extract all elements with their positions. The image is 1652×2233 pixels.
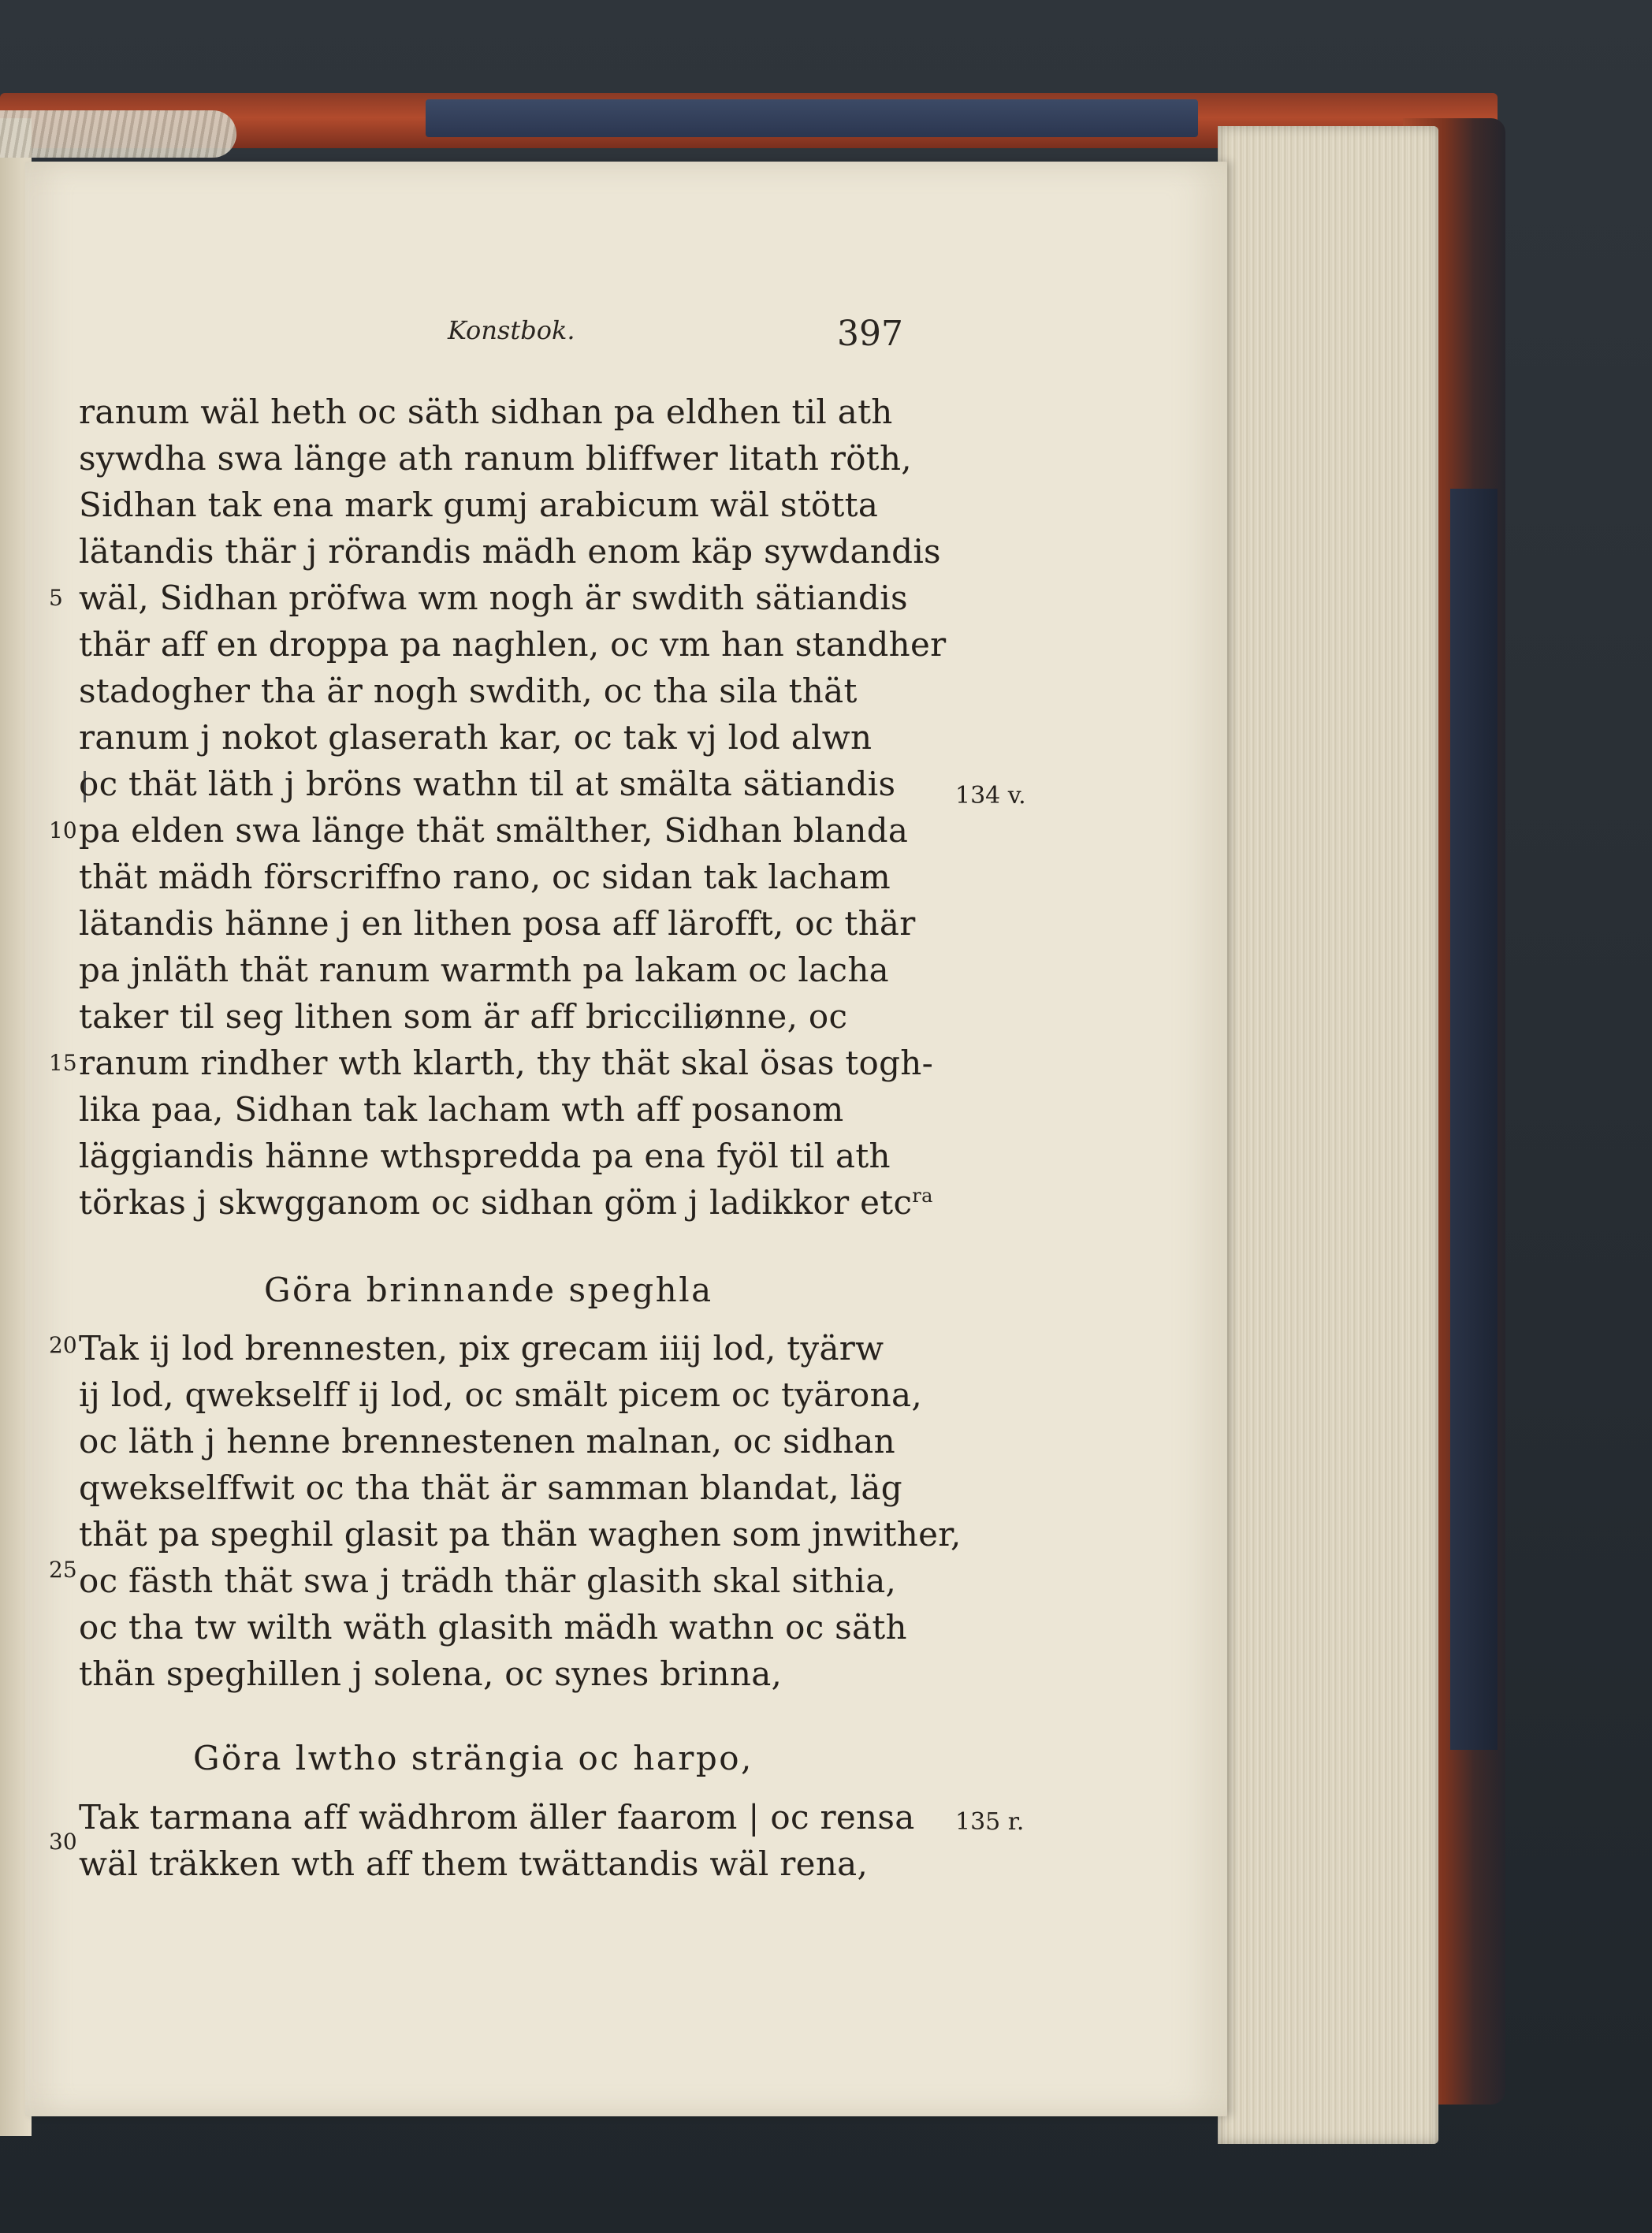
text-line: taker til seg lithen som är aff bricciliønne, oc bbox=[79, 997, 848, 1036]
line-number: 30 bbox=[49, 1829, 77, 1855]
line-number: 25 bbox=[49, 1557, 77, 1583]
folio-reference: 135 r. bbox=[955, 1808, 1025, 1836]
text-line: läggiandis hänne wthspredda pa ena fyöl til ath bbox=[79, 1137, 891, 1175]
text-line: oc läth j henne brennestenen malnan, oc sidhan bbox=[79, 1422, 895, 1461]
text-line: wäl, Sidhan pröfwa wm nogh är swdith sätiandis bbox=[79, 579, 908, 617]
section-heading: Göra brinnande speghla bbox=[264, 1271, 713, 1309]
page-edges bbox=[1218, 126, 1438, 2144]
section-heading: Göra lwtho strängia oc harpo, bbox=[193, 1739, 753, 1777]
text-line: thär aff en droppa pa naghlen, oc vm han standher bbox=[79, 625, 947, 664]
text-line: ranum j nokot glaserath kar, oc tak vj lod alwn bbox=[79, 718, 873, 757]
line-number: 20 bbox=[49, 1332, 77, 1358]
text-line: oc thät läth j bröns wathn til at smälta sätiandis bbox=[79, 765, 896, 803]
text-line: lätandis thär j rörandis mädh enom käp sywdandis bbox=[79, 532, 941, 571]
text-line bbox=[79, 1183, 946, 1222]
text-line-content: törkas j skwgganom oc sidhan göm j ladikkor etc bbox=[79, 1183, 913, 1222]
text-line: Sidhan tak ena mark gumj arabicum wäl stötta bbox=[79, 486, 879, 524]
text-line: pa jnläth thät ranum warmth pa lakam oc lacha bbox=[79, 951, 890, 989]
text-line: qwekselffwit oc tha thät är samman blandat, läg bbox=[79, 1468, 902, 1507]
text-line: thät mädh förscriffno rano, oc sidan tak lacham bbox=[79, 858, 891, 896]
text-line: pa elden swa länge thät smälther, Sidhan blanda bbox=[79, 811, 909, 850]
text-line: ij lod, qwekselff ij lod, oc smält picem oc tyärona, bbox=[79, 1375, 922, 1414]
superscript: ra bbox=[912, 1185, 933, 1207]
book-cover-band bbox=[426, 99, 1198, 137]
text-line: ranum rindher wth klarth, thy thät skal ösas togh- bbox=[79, 1044, 934, 1082]
text-line: sywdha swa länge ath ranum bliffwer litath röth, bbox=[79, 439, 912, 478]
line-number: 15 bbox=[49, 1050, 77, 1076]
page-number: 397 bbox=[837, 314, 903, 354]
text-line: Tak ij lod brennesten, pix grecam iiij lod, tyärw bbox=[79, 1329, 884, 1368]
text-line: lätandis hänne j en lithen posa aff lärofft, oc thär bbox=[79, 904, 916, 943]
folio-reference: 134 v. bbox=[955, 782, 1026, 809]
text-line: stadogher tha är nogh swdith, oc tha sila thät bbox=[79, 672, 858, 710]
line-number: 10 bbox=[49, 817, 77, 843]
text-line: wäl träkken wth aff them twättandis wäl rena, bbox=[79, 1844, 869, 1883]
text-line: ranum wäl heth oc säth sidhan pa eldhen til ath bbox=[79, 393, 893, 431]
line-number: 5 bbox=[49, 585, 63, 611]
spine-strap bbox=[0, 110, 236, 158]
text-line: Tak tarmana aff wädhrom äller faarom | oc rensa bbox=[79, 1798, 915, 1837]
book-cover-right-band bbox=[1450, 489, 1498, 1750]
text-line: thän speghillen j solena, oc synes brinna, bbox=[79, 1654, 783, 1693]
running-head: Konstbok. bbox=[448, 315, 575, 345]
text-line: thät pa speghil glasit pa thän waghen som jnwither, bbox=[79, 1515, 962, 1554]
text-line: lika paa, Sidhan tak lacham wth aff posanom bbox=[79, 1090, 844, 1129]
text-line: oc tha tw wilth wäth glasith mädh wathn oc säth bbox=[79, 1608, 907, 1647]
text-line: oc fästh thät swa j trädh thär glasith skal sithia, bbox=[79, 1561, 897, 1600]
